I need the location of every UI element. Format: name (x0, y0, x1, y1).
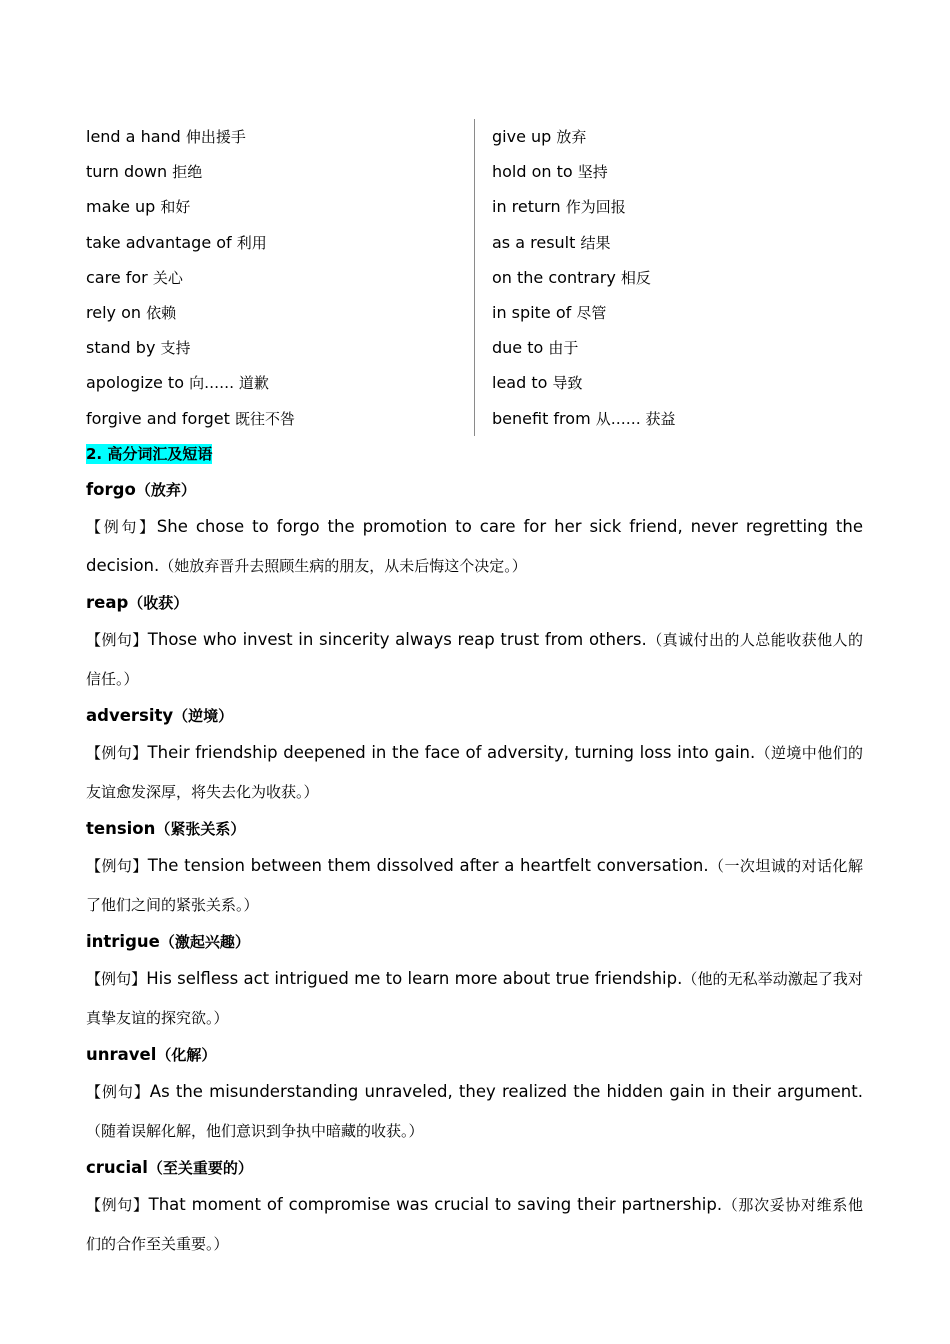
phrase-zh: 伸出援手 (185, 128, 246, 146)
vocab-meaning: （逆境） (173, 707, 234, 725)
example-zh: （一次坦诚的对话化解了他们之间的紧张关系。） (86, 857, 863, 914)
phrase-en: on the contrary (492, 267, 616, 287)
phrase-en: forgive and forget (86, 408, 230, 428)
vocab-word: unravel (86, 1045, 157, 1064)
vocab-term (86, 1037, 863, 1073)
phrase-row (492, 154, 676, 189)
vocab-meaning: （收获） (128, 594, 189, 612)
vocab-meaning: （激起兴趣） (159, 933, 250, 951)
section-heading (86, 437, 863, 472)
vocab-example (86, 1186, 863, 1263)
example-zh: （真诚付出的人总能收获他人的信任。） (86, 631, 863, 688)
phrase-en: in return (492, 197, 561, 217)
phrase-zh: 支持 (160, 339, 191, 358)
phrase-row (86, 330, 474, 365)
example-label: 【例句】 (86, 1083, 150, 1101)
phrase-zh: 结果 (580, 233, 611, 252)
example-label: 【例句】 (86, 744, 148, 762)
phrase-zh: 尽管 (576, 303, 607, 322)
phrase-en: stand by (86, 338, 156, 358)
phrase-zh: 从…… 获益 (595, 409, 676, 428)
example-en: The tension between them dissolved after a heartfelt conversation. (147, 856, 709, 875)
vocab-word: intrigue (86, 932, 160, 951)
phrase-zh: 相反 (620, 268, 651, 287)
example-zh: （他的无私举动激起了我对真挚友谊的探究欲。） (86, 970, 863, 1027)
vocab-meaning: （紧张关系） (155, 820, 246, 838)
example-zh: （那次妥协对维系他们的合作至关重要。） (86, 1196, 863, 1253)
phrase-en: rely on (86, 302, 141, 322)
phrase-en: lend a hand (86, 127, 181, 146)
example-label: 【例句】 (86, 857, 148, 875)
vocab-meaning: （至关重要的） (147, 1159, 253, 1177)
phrase-zh: 坚持 (577, 163, 608, 182)
vocab-term (86, 1150, 863, 1186)
phrase-row (492, 225, 676, 260)
phrase-zh: 导致 (552, 374, 583, 393)
phrase-row (492, 119, 676, 154)
phrase-en: hold on to (492, 162, 573, 182)
phrase-en: apologize to (86, 373, 184, 393)
vocab-example (86, 847, 863, 924)
phrase-zh: 拒绝 (172, 163, 203, 182)
example-zh: （逆境中他们的友谊愈发深厚，将失去化为收获。） (86, 744, 863, 801)
phrase-en: in spite of (492, 302, 572, 322)
phrase-en: take advantage of (86, 232, 232, 252)
vocab-example (86, 734, 863, 811)
phrase-row (492, 330, 676, 365)
phrase-zh: 利用 (236, 233, 267, 252)
phrase-row (492, 260, 676, 295)
vocab-term (86, 585, 863, 621)
phrase-en: turn down (86, 162, 168, 182)
example-en: As the misunderstanding unraveled, they realized the hidden gain in their argument. (149, 1082, 863, 1101)
phrase-row (492, 401, 676, 436)
vocab-example (86, 621, 863, 698)
vocab-section (86, 437, 863, 1263)
phrase-column-left (86, 119, 475, 436)
phrase-column-right (475, 119, 676, 436)
phrase-table (86, 119, 863, 436)
phrase-row (86, 260, 474, 295)
vocab-meaning: （放弃） (135, 481, 196, 499)
phrase-en: benefit from (492, 408, 591, 428)
example-en: That moment of compromise was crucial to saving their partnership. (148, 1195, 723, 1214)
phrase-zh: 放弃 (556, 128, 587, 146)
example-en: Those who invest in sincerity always reap trust from others. (147, 630, 647, 649)
example-label: 【例句】 (86, 631, 148, 649)
phrase-row (86, 189, 474, 224)
vocab-example (86, 960, 863, 1037)
section-number: 2. (86, 445, 103, 463)
phrase-en: make up (86, 197, 156, 217)
phrase-en: lead to (492, 373, 548, 393)
example-zh: （随着误解化解，他们意识到争执中暗藏的收获。） (86, 1121, 424, 1140)
phrase-zh: 既往不咎 (235, 409, 296, 428)
example-en: His selfless act intrigued me to learn more about true friendship. (146, 969, 683, 988)
phrase-en: care for (86, 267, 148, 287)
vocab-term (86, 924, 863, 960)
vocab-term (86, 811, 863, 847)
section-title: 高分词汇及短语 (107, 445, 213, 463)
phrase-en: as a result (492, 232, 576, 252)
phrase-row (86, 401, 474, 436)
vocab-word: forgo (86, 480, 136, 499)
phrase-en: give up (492, 127, 552, 146)
example-label: 【例句】 (86, 518, 157, 536)
vocab-word: adversity (86, 706, 174, 725)
phrase-row (86, 295, 474, 330)
example-label: 【例句】 (86, 970, 147, 988)
example-zh: （她放弃晋升去照顾生病的朋友，从未后悔这个决定。） (159, 556, 527, 575)
phrase-row (492, 365, 676, 400)
vocab-word: crucial (86, 1158, 148, 1177)
phrase-zh: 依赖 (146, 303, 177, 322)
phrase-row (86, 365, 474, 400)
vocab-meaning: （化解） (156, 1046, 217, 1064)
phrase-row (492, 295, 676, 330)
phrase-row (492, 189, 676, 224)
example-label: 【例句】 (86, 1196, 149, 1214)
phrase-zh: 关心 (152, 268, 183, 287)
section-heading-highlight (86, 444, 212, 464)
phrase-row (86, 225, 474, 260)
phrase-row (86, 119, 474, 154)
vocab-example (86, 1073, 863, 1150)
example-en: She chose to forgo the promotion to care for her sick friend, never regretting the decision. (86, 517, 863, 575)
vocab-word: tension (86, 819, 156, 838)
phrase-zh: 作为回报 (565, 198, 626, 217)
phrase-zh: 和好 (160, 198, 191, 217)
vocab-term (86, 472, 863, 508)
phrase-row (86, 154, 474, 189)
vocab-word: reap (86, 593, 129, 612)
example-en: Their friendship deepened in the face of adversity, turning loss into gain. (147, 743, 756, 762)
phrase-zh: 向…… 道歉 (189, 374, 269, 393)
phrase-en: due to (492, 338, 544, 358)
vocab-example (86, 508, 863, 585)
phrase-zh: 由于 (548, 339, 579, 358)
vocab-term (86, 698, 863, 734)
